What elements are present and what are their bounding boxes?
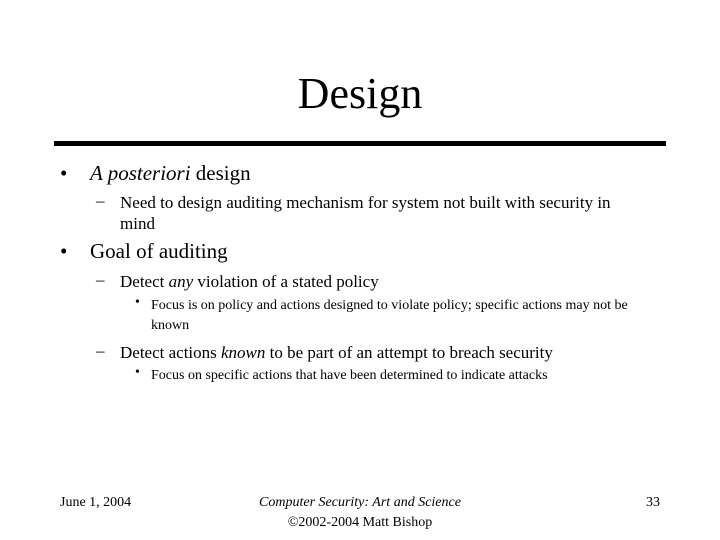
- footer-copyright: ©2002-2004 Matt Bishop: [287, 515, 433, 530]
- footer-page-number: 33: [646, 495, 660, 510]
- bullet-mark: •: [60, 161, 68, 185]
- bullet-mark: •: [135, 295, 140, 310]
- text-italic: known: [221, 343, 266, 362]
- footer-date: June 1, 2004: [60, 495, 132, 510]
- slide-title: Design: [297, 69, 423, 118]
- footer-book-title: Computer Security: Art and Science: [259, 495, 461, 510]
- bullet-mark: •: [135, 365, 140, 380]
- text-before: Detect: [120, 272, 169, 291]
- bullet-italic-term: A posteriori: [90, 161, 191, 185]
- text-italic: any: [168, 272, 194, 291]
- footer-citation: [160, 493, 560, 533]
- dash-mark: –: [96, 191, 105, 210]
- sub-bullet-text: [120, 271, 680, 292]
- sub-bullet-text: [120, 342, 680, 363]
- bullet-text: Goal of auditing: [90, 239, 228, 263]
- bullet-text: [90, 163, 251, 184]
- text-after: to be part of an attempt to breach security: [265, 343, 553, 362]
- dash-mark: –: [96, 341, 105, 360]
- sub-bullet-text: Need to design auditing mechanism for system not built with security in mind: [120, 193, 611, 233]
- title-divider: [54, 141, 666, 146]
- sub-sub-bullet-text: Focus is on policy and actions designed to violate policy; specific actions may not be known: [151, 298, 628, 333]
- dash-mark: –: [96, 270, 105, 289]
- text-after: violation of a stated policy: [193, 272, 379, 291]
- bullet-text-rest: design: [190, 161, 251, 185]
- sub-sub-bullet-text: Focus on specific actions that have been determined to indicate attacks: [151, 368, 548, 383]
- text-before: Detect actions: [120, 343, 222, 362]
- bullet-mark: •: [60, 239, 68, 263]
